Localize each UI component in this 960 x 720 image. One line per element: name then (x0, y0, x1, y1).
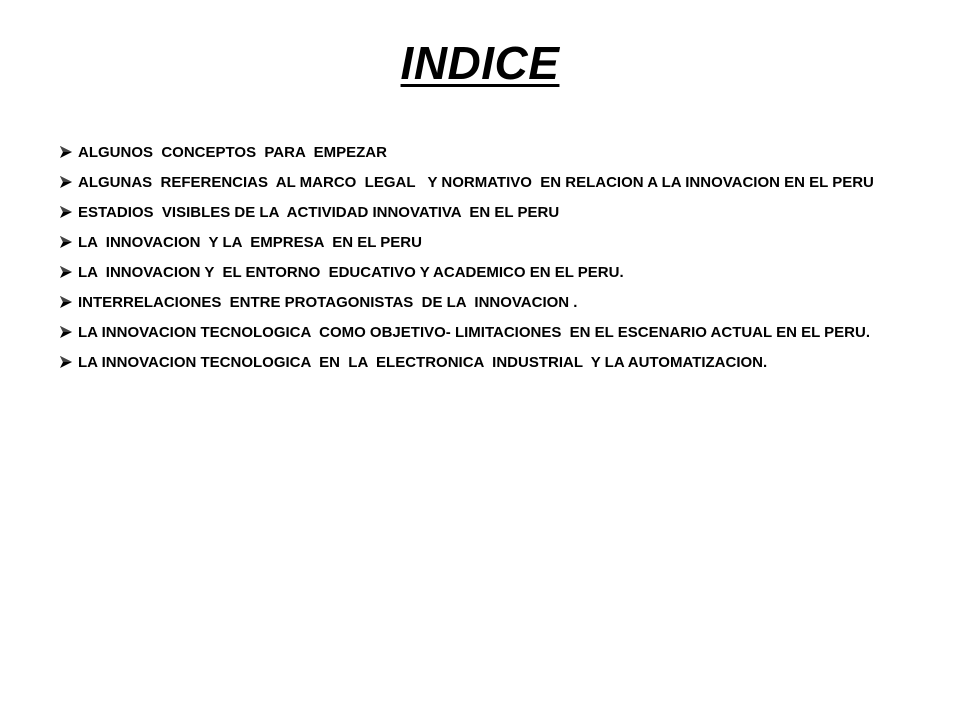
arrowhead-bullet-icon (58, 354, 78, 374)
list-item (58, 262, 894, 284)
bullet-text: ESTADIOS VISIBLES DE LA ACTIVIDAD INNOVATIVA EN EL PERU (78, 204, 560, 221)
bullet-text: INTERRELACIONES ENTRE PROTAGONISTAS DE LA INNOVACION . (78, 294, 578, 311)
list-item (58, 322, 894, 344)
list-item (58, 172, 894, 194)
list-item (58, 232, 894, 254)
arrowhead-bullet-icon (58, 174, 78, 194)
bullet-text: ALGUNOS CONCEPTOS PARA EMPEZAR (78, 144, 387, 161)
arrowhead-bullet-icon (58, 294, 78, 314)
bullet-text: LA INNOVACION TECNOLOGICA EN LA ELECTRONICA INDUSTRIAL Y LA AUTOMATIZACION. (78, 354, 768, 371)
list-item (58, 202, 894, 224)
bullet-text: LA INNOVACION TECNOLOGICA COMO OBJETIVO- LIMITACIONES EN EL ESCENARIO ACTUAL EN EL PERU. (78, 324, 870, 341)
arrowhead-bullet-icon (58, 204, 78, 224)
list-item (58, 292, 894, 314)
list-item (58, 142, 894, 164)
list-item (58, 352, 894, 374)
bullet-text: LA INNOVACION Y EL ENTORNO EDUCATIVO Y ACADEMICO EN EL PERU. (78, 264, 624, 281)
bullet-text: ALGUNAS REFERENCIAS AL MARCO LEGAL Y NORMATIVO EN RELACION A LA INNOVACION EN EL PERU (78, 174, 874, 191)
arrowhead-bullet-icon (58, 264, 78, 284)
arrowhead-bullet-icon (58, 234, 78, 254)
arrowhead-bullet-icon (58, 144, 78, 164)
bullet-text: LA INNOVACION Y LA EMPRESA EN EL PERU (78, 234, 422, 251)
arrowhead-bullet-icon (58, 324, 78, 344)
slide-title: INDICE (400, 37, 560, 89)
bullet-list (58, 142, 894, 382)
